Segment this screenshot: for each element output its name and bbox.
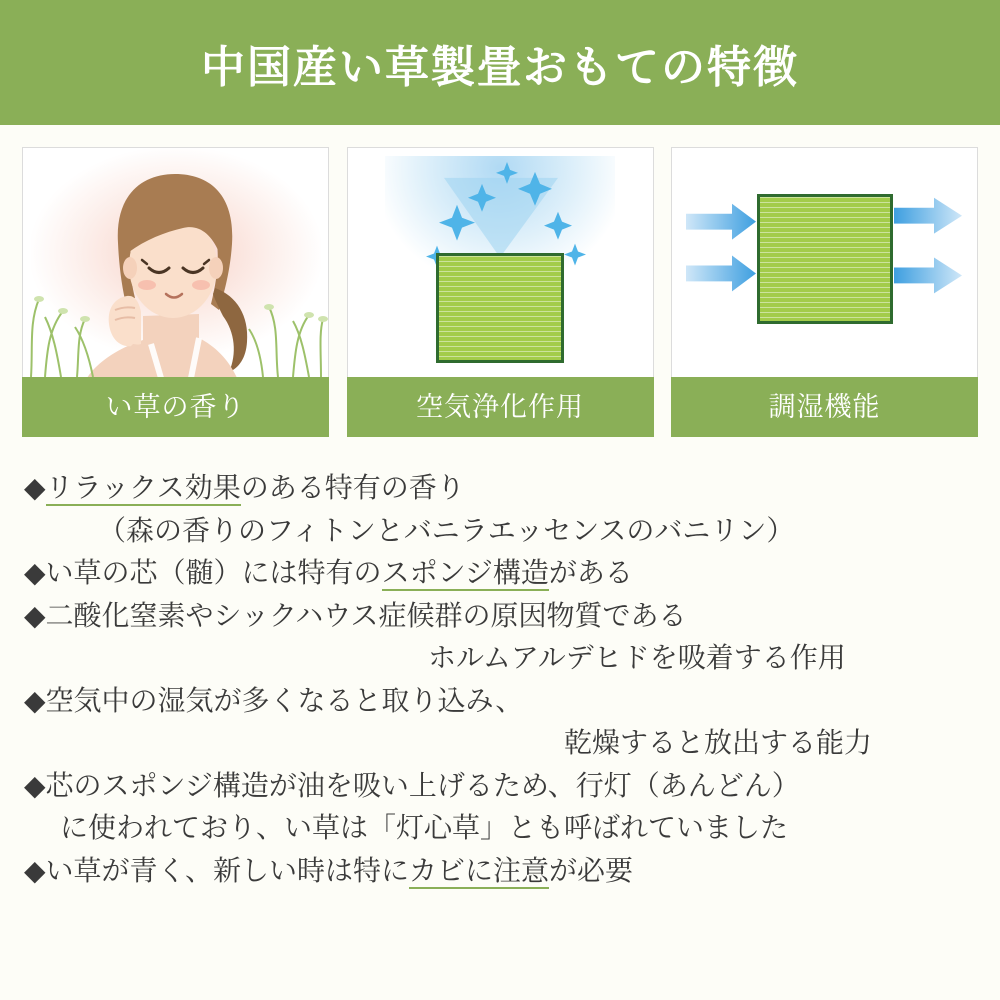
aroma-figure <box>22 147 329 377</box>
page-title: 中国産い草製畳おもての特徴 <box>201 42 799 92</box>
line-text: い草が青く、新しい時は特に <box>45 854 409 886</box>
feature-card-humidity <box>671 147 978 437</box>
description-line <box>24 850 976 893</box>
feature-description-list <box>0 437 1000 892</box>
line-text: のある特有の香り <box>240 472 465 503</box>
bullet-marker: ◆ <box>24 599 46 631</box>
description-line <box>24 552 976 595</box>
line-text: 空気中の湿気が多くなると取り込み、 <box>45 684 524 716</box>
line-text: 二酸化窒素やシックハウス症候群の原因物質である <box>45 599 687 631</box>
line-text: い草の芯（髄）には特有の <box>45 557 382 589</box>
line-text: が必要 <box>549 854 634 886</box>
airflow-arrows-icon <box>672 148 977 377</box>
description-line <box>24 467 976 510</box>
bullet-marker: ◆ <box>24 472 46 503</box>
bullet-marker: ◆ <box>24 854 46 886</box>
tatami-mat-icon <box>436 253 564 363</box>
feature-card-row <box>0 125 1000 437</box>
line-text: に使われており、い草は「灯心草」とも呼ばれていました <box>60 812 789 844</box>
line-text: 乾燥すると放出する能力 <box>564 727 873 759</box>
description-line <box>24 637 976 680</box>
description-line <box>24 680 976 723</box>
highlighted-term: リラックス効果 <box>46 472 241 506</box>
description-line <box>24 765 976 808</box>
feature-card-caption: 調湿機能 <box>671 377 978 437</box>
line-text: ホルムアルデヒドを吸着する作用 <box>428 642 846 674</box>
line-text: （森の香りのフィトンとバニラエッセンスのバニリン） <box>98 514 795 546</box>
highlighted-term: カビに注意 <box>409 855 549 889</box>
feature-card-caption: 空気浄化作用 <box>347 377 654 437</box>
bullet-marker: ◆ <box>24 684 46 716</box>
description-line <box>24 722 976 765</box>
line-text: 芯のスポンジ構造が油を吸い上げるため、行灯（あんどん） <box>45 769 800 801</box>
description-line <box>24 510 976 553</box>
grass-decoration-icon <box>23 267 328 377</box>
bullet-marker: ◆ <box>24 769 46 801</box>
feature-card-aroma <box>22 147 329 437</box>
feature-card-air <box>347 147 654 437</box>
page-header <box>0 0 1000 125</box>
humidity-control-figure <box>671 147 978 377</box>
bullet-marker: ◆ <box>24 557 46 589</box>
feature-card-caption: い草の香り <box>22 377 329 437</box>
highlighted-term: スポンジ構造 <box>382 557 549 591</box>
air-purification-figure <box>347 147 654 377</box>
description-line <box>24 807 976 850</box>
description-line <box>24 595 976 638</box>
line-text: がある <box>548 557 633 589</box>
